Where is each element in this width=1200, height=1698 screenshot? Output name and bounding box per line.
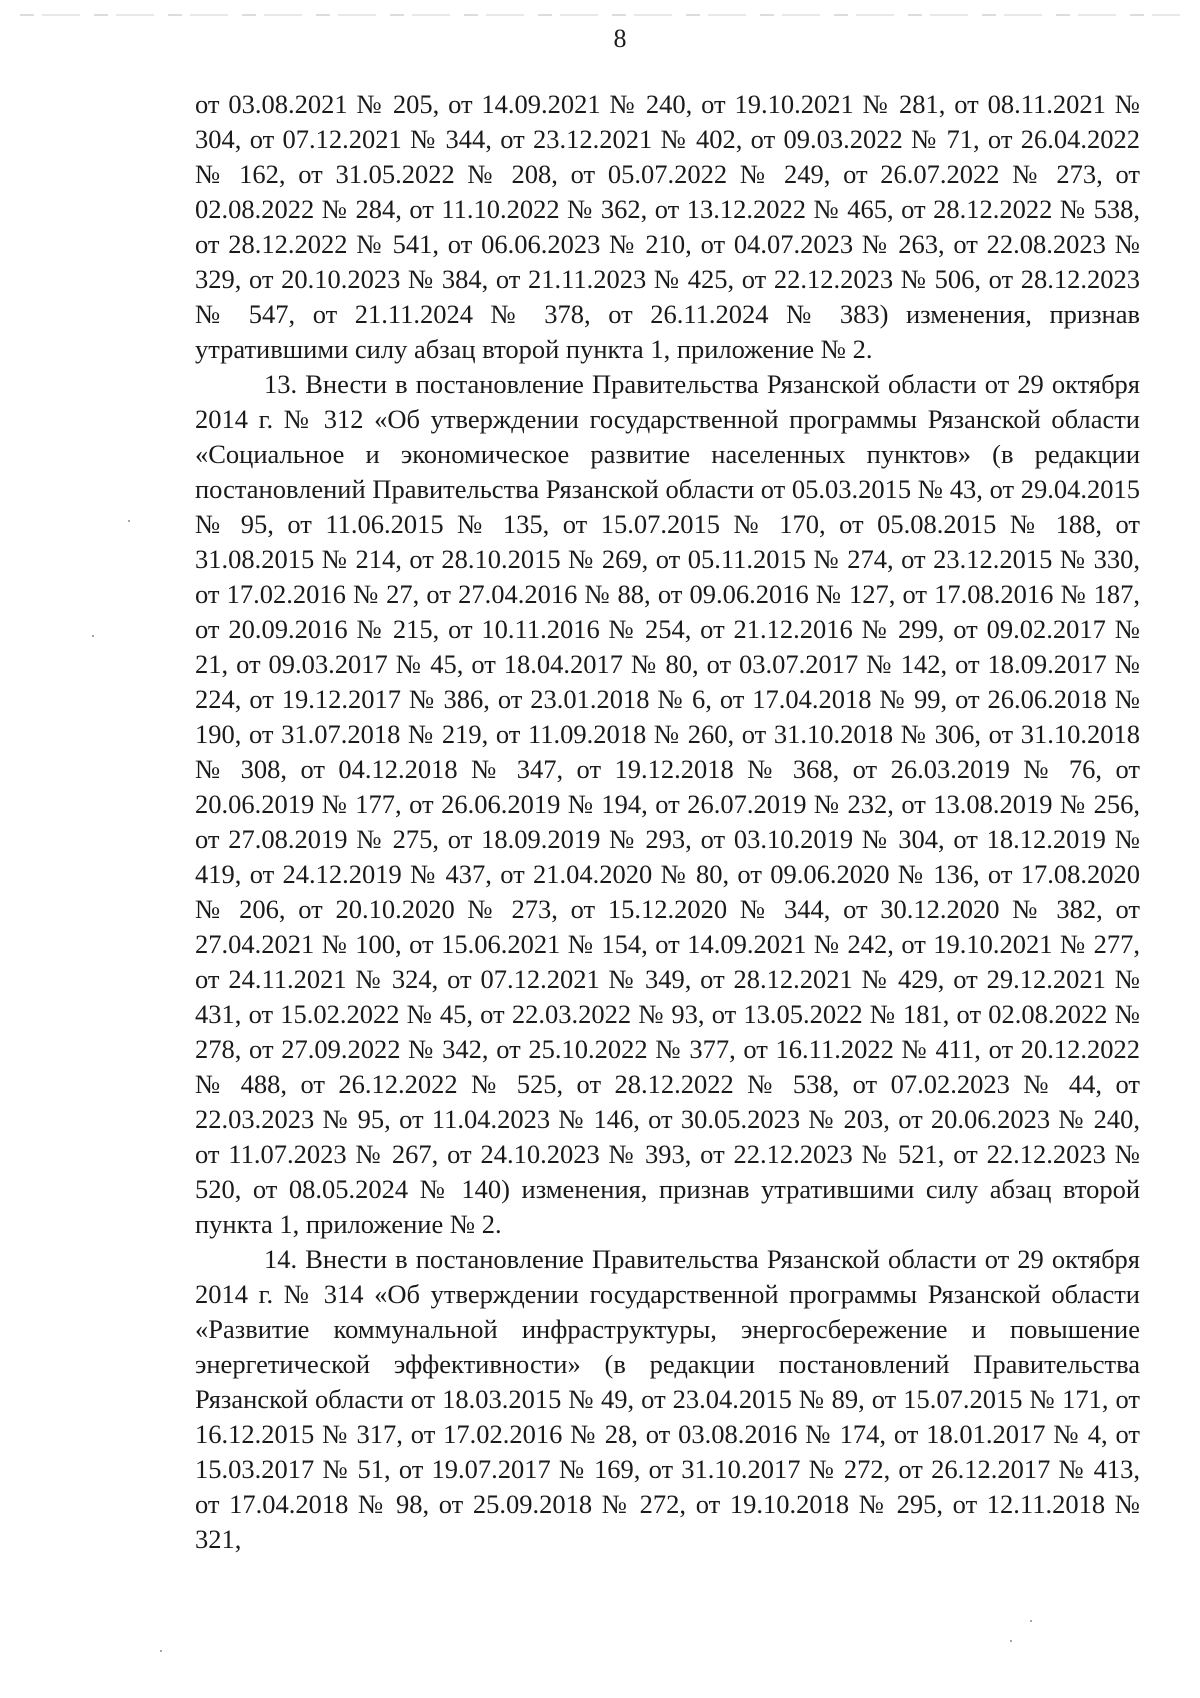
paragraph-continuation: от 03.08.2021 № 205, от 14.09.2021 № 240, от 19.10.2021 № 281, от 08.11.2021 № 304, от 07.12.2021 № 344, от 23.12.2021 № 402, от 09.03.2022 № 71, от 26.04.2022 № 162, от 31.05.2022 № 208, от 05.07.2022 № 249, от 26.07.2022 № 273, от 02.08.2022 № 284, от 11.10.2022 № 362, от 13.12.2022 № 465, от 28.12.2022 № 538, от 28.12.2022 № 541, от 06.06.2023 № 210, от 04.07.2023 № 263, от 22.08.2023 № 329, от 20.10.2023 № 384, от 21.11.2023 № 425, от 22.12.2023 № 506, от 28.12.2023 № 547, от 21.11.2024 № 378, от 26.11.2024 № 383) изменения, признав утратившими силу абзац второй пункта 1, приложение № 2.	[195, 89, 1140, 364]
paragraph-item-13: 13. Внести в постановление Правительства Рязанской области от 29 октября 2014 г. № 312 «Об утверждении государственной программы Рязанской области «Социальное и экономическое развитие населенных пунктов» (в редакции постановлений Правительства Рязанской области от 05.03.2015 № 43, от 29.04.2015 № 95, от 11.06.2015 № 135, от 15.07.2015 № 170, от 05.08.2015 № 188, от 31.08.2015 № 214, от 28.10.2015 № 269, от 05.11.2015 № 274, от 23.12.2015 № 330, от 17.02.2016 № 27, от 27.04.2016 № 88, от 09.06.2016 № 127, от 17.08.2016 № 187, от 20.09.2016 № 215, от 10.11.2016 № 254, от 21.12.2016 № 299, от 09.02.2017 № 21, от 09.03.2017 № 45, от 18.04.2017 № 80, от 03.07.2017 № 142, от 18.09.2017 № 224, от 19.12.2017 № 386, от 23.01.2018 № 6, от 17.04.2018 № 99, от 26.06.2018 № 190, от 31.07.2018 № 219, от 11.09.2018 № 260, от 31.10.2018 № 306, от 31.10.2018 № 308, от 04.12.2018 № 347, от 19.12.2018 № 368, от 26.03.2019 № 76, от 20.06.2019 № 177, от 26.06.2019 № 194, от 26.07.2019 № 232, от 13.08.2019 № 256, от 27.08.2019 № 275, от 18.09.2019 № 293, от 03.10.2019 № 304, от 18.12.2019 № 419, от 24.12.2019 № 437, от 21.04.2020 № 80, от 09.06.2020 № 136, от 17.08.2020 № 206, от 20.10.2020 № 273, от 15.12.2020 № 344, от 30.12.2020 № 382, от 27.04.2021 № 100, от 15.06.2021 № 154, от 14.09.2021 № 242, от 19.10.2021 № 277, от 24.11.2021 № 324, от 07.12.2021 № 349, от 28.12.2021 № 429, от 29.12.2021 № 431, от 15.02.2022 № 45, от 22.03.2022 № 93, от 13.05.2022 № 181, от 02.08.2022 № 278, от 27.09.2022 № 342, от 25.10.2022 № 377, от 16.11.2022 № 411, от 20.12.2022 № 488, от 26.12.2022 № 525, от 28.12.2022 № 538, от 07.02.2023 № 44, от 22.03.2023 № 95, от 11.04.2023 № 146, от 30.05.2023 № 203, от 20.06.2023 № 240, от 11.07.2023 № 267, от 24.10.2023 № 393, от 22.12.2023 № 521, от 22.12.2023 № 520, от 08.05.2024 № 140) изменения, признав утратившими силу абзац второй пункта 1, приложение № 2.	[195, 369, 1140, 1239]
document-body	[195, 87, 1140, 1557]
page-number: 8	[613, 24, 627, 53]
scan-speck	[1030, 1620, 1032, 1622]
scan-edge-artifact	[20, 14, 1180, 16]
paragraph-item-14: 14. Внести в постановление Правительства Рязанской области от 29 октября 2014 г. № 314 «Об утверждении государственной программы Рязанской области «Развитие коммунальной инфраструктуры, энергосбережение и повышение энергетической эффективности» (в редакции постановлений Правительства Рязанской области от 18.03.2015 № 49, от 23.04.2015 № 89, от 15.07.2015 № 171, от 16.12.2015 № 317, от 17.02.2016 № 28, от 03.08.2016 № 174, от 18.01.2017 № 4, от 15.03.2017 № 51, от 19.07.2017 № 169, от 31.10.2017 № 272, от 26.12.2017 № 413, от 17.04.2018 № 98, от 25.09.2018 № 272, от 19.10.2018 № 295, от 12.11.2018 № 321,	[195, 1244, 1140, 1554]
scan-speck	[160, 1650, 162, 1652]
scan-speck	[128, 520, 130, 522]
scan-speck	[92, 635, 94, 637]
scan-speck	[1010, 1640, 1012, 1642]
